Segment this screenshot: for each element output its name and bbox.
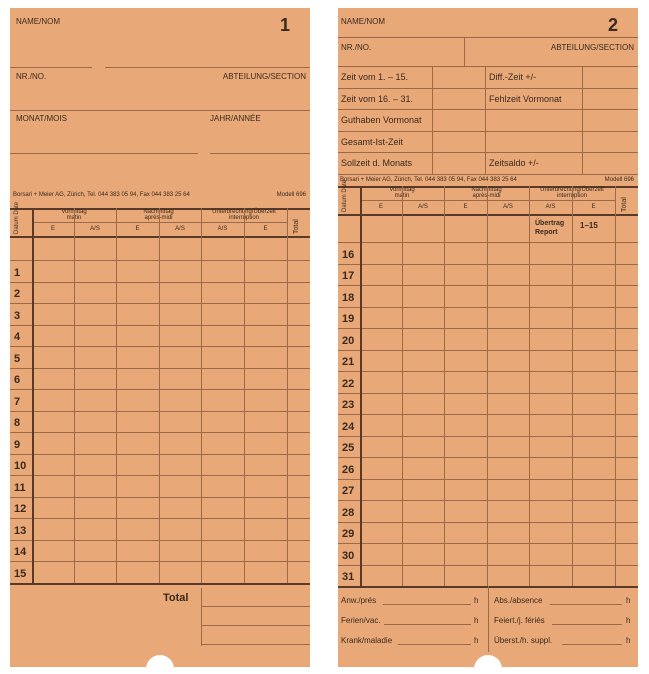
column-group-label-fr: interruption — [228, 215, 260, 221]
day-number: 6 — [14, 374, 21, 386]
grid-line — [338, 522, 638, 523]
day-number: 12 — [14, 503, 27, 515]
footer-model: Modell 696 — [604, 177, 634, 183]
day-number: 30 — [342, 549, 355, 562]
grid-line — [159, 208, 160, 583]
day-number: 8 — [14, 417, 21, 429]
total-right-label: Abs./absence — [494, 596, 543, 605]
section-label: ABTEILUNG/SECTION — [550, 43, 634, 52]
grid-line — [338, 414, 638, 415]
unit-label: h — [626, 596, 631, 605]
name-label: NAME/NOM — [16, 17, 60, 26]
column-group-label: Unterbrechung/Überzeit — [540, 187, 604, 193]
unit-label: h — [474, 616, 479, 625]
day-number: 27 — [342, 485, 355, 497]
column-group-label-fr: après-midi — [472, 193, 501, 199]
column-sublabel: E — [135, 226, 140, 232]
column-sublabel: E — [263, 226, 268, 232]
day-number: 9 — [14, 438, 21, 451]
date-column-label: Datum Date — [14, 201, 20, 234]
day-number: 10 — [14, 460, 27, 472]
grid-line — [10, 583, 310, 585]
name-label: NAME/NOM — [341, 17, 385, 26]
day-number: 18 — [342, 291, 355, 304]
grid-line — [338, 264, 638, 265]
column-sublabel: A/S — [90, 226, 100, 232]
grid-line — [338, 152, 638, 153]
column-sublabel: A/S — [545, 204, 556, 210]
total-right-label: Feiert./j. fériés — [494, 616, 545, 625]
grid-line — [338, 543, 638, 544]
grid-line — [338, 436, 638, 437]
summary-left-label: Sollzeit d. Monats — [341, 158, 413, 168]
day-number: 1 — [14, 266, 21, 279]
unit-label: h — [474, 636, 479, 645]
grid-line — [338, 479, 638, 480]
day-number: 7 — [14, 395, 21, 408]
grid-line — [338, 88, 638, 89]
day-number: 29 — [342, 528, 355, 540]
grid-line — [360, 186, 362, 586]
grid-line — [338, 109, 638, 110]
grid-line — [32, 208, 34, 583]
column-group-label: Nachmittag — [143, 209, 174, 215]
section-label: ABTEILUNG/SECTION — [222, 72, 306, 81]
column-sublabel: E — [463, 204, 468, 210]
day-number: 19 — [342, 313, 355, 325]
grid-line — [10, 497, 310, 498]
grid-line — [338, 565, 638, 566]
total-left-label: Ferien/vac. — [341, 616, 381, 625]
column-sublabel: E — [50, 226, 55, 232]
total-column-label: Total — [621, 197, 628, 212]
grid-line — [398, 644, 471, 645]
grid-line — [10, 561, 310, 562]
grid-line — [338, 285, 638, 286]
column-group-label: Vormittag — [61, 209, 87, 215]
total-column-label: Total — [293, 219, 300, 234]
grid-line — [10, 325, 310, 326]
unit-label: h — [626, 616, 631, 625]
grid-line — [244, 208, 245, 583]
card-number: 1 — [279, 15, 290, 35]
footer-model: Modell 696 — [276, 192, 306, 198]
date-column-label: Datum Date — [342, 179, 348, 212]
nr-label: NR./NO. — [341, 43, 372, 52]
column-sublabel: E — [591, 204, 596, 210]
total-left-label: Anw./prés — [341, 596, 377, 605]
grid-line — [384, 624, 471, 625]
summary-right-label: Zeitsaldo +/- — [489, 158, 539, 168]
day-number: 4 — [14, 331, 21, 343]
grid-line — [582, 66, 583, 174]
grid-line — [287, 208, 288, 583]
column-group-label-fr: matin — [394, 193, 410, 199]
grid-line — [529, 186, 530, 586]
grid-line — [338, 174, 638, 175]
day-number: 14 — [14, 546, 27, 558]
day-number: 24 — [342, 420, 355, 433]
day-number: 23 — [342, 399, 355, 411]
day-number: 17 — [342, 270, 355, 282]
footer-company: Borsari + Meier AG, Zürich, Tel. 044 383 05 94, Fax 044 383 25 64 — [13, 192, 190, 198]
day-number: 21 — [342, 356, 355, 368]
grid-line — [444, 186, 445, 586]
unit-label: h — [474, 596, 479, 605]
card-number: 2 — [607, 15, 618, 35]
day-number: 20 — [342, 334, 355, 347]
summary-left-label: Gesamt-Ist-Zeit — [341, 136, 404, 147]
summary-left-label: Zeit vom 1. – 15. — [341, 72, 409, 82]
grid-line — [10, 368, 310, 369]
year-label: JAHR/ANNÉE — [210, 114, 261, 123]
column-group-label: Unterbrechung/Überzeit — [212, 209, 276, 215]
grid-line — [10, 260, 310, 261]
column-group-label-fr: après-midi — [144, 215, 173, 221]
time-card-1 — [10, 8, 310, 667]
grid-line — [10, 540, 310, 541]
total-right-label: Überst./h. suppl. — [494, 636, 553, 645]
carry-over-range: 1–15 — [580, 221, 598, 230]
grid-line — [338, 307, 638, 308]
grid-line — [432, 66, 433, 174]
grid-line — [10, 432, 310, 433]
summary-right-label: Diff.-Zeit +/- — [489, 72, 537, 82]
grid-line — [572, 186, 573, 586]
unit-label: h — [626, 636, 631, 645]
grid-line — [74, 208, 75, 583]
column-group-label: Vormittag — [389, 187, 415, 193]
grid-line — [10, 454, 310, 455]
grid-line — [201, 208, 202, 583]
grid-line — [487, 186, 488, 586]
day-number: 3 — [14, 309, 21, 322]
grid-line — [338, 131, 638, 132]
grid-line — [562, 644, 622, 645]
grid-line — [383, 604, 471, 605]
month-label: MONAT/MOIS — [16, 114, 67, 123]
column-sublabel: A/S — [217, 226, 228, 232]
day-number: 11 — [14, 481, 26, 494]
grid-line — [552, 624, 622, 625]
grid-line — [338, 328, 638, 329]
grid-line — [10, 236, 310, 238]
grid-line — [338, 371, 638, 372]
day-number: 26 — [342, 463, 355, 476]
grid-line — [338, 350, 638, 351]
grid-line — [10, 282, 310, 283]
summary-right-label: Fehlzeit Vormonat — [489, 93, 562, 104]
grid-line — [10, 518, 310, 519]
total-label: Total — [163, 592, 189, 604]
day-number: 5 — [14, 352, 21, 365]
grid-line — [402, 186, 403, 586]
grid-line — [10, 303, 310, 304]
column-sublabel: A/S — [175, 226, 185, 232]
column-group-label-fr: interruption — [556, 193, 588, 199]
card-notch — [146, 655, 174, 667]
summary-left-label: Guthaben Vormonat — [341, 115, 422, 125]
day-number: 28 — [342, 506, 355, 519]
footer-company: Borsari + Meier AG, Zürich, Tel. 044 383 05 94, Fax 044 383 25 64 — [340, 177, 517, 183]
grid-line — [338, 457, 638, 458]
day-number: 22 — [342, 377, 355, 390]
grid-line — [10, 411, 310, 412]
card-notch — [474, 655, 502, 667]
grid-line — [488, 586, 489, 652]
grid-line — [615, 186, 616, 586]
summary-left-label: Zeit vom 16. – 31. — [341, 93, 414, 104]
grid-line — [10, 346, 310, 347]
time-card-2 — [338, 8, 638, 667]
day-number: 25 — [342, 442, 355, 454]
grid-line — [338, 500, 638, 501]
column-group-label: Nachmittag — [471, 187, 502, 193]
day-number: 16 — [342, 248, 355, 261]
day-number: 15 — [14, 567, 27, 580]
day-number: 13 — [14, 524, 27, 537]
column-sublabel: A/S — [418, 204, 428, 210]
carry-over-label: Übertrag Report — [535, 220, 565, 236]
grid-line — [10, 389, 310, 390]
day-number: 31 — [342, 571, 355, 583]
grid-line — [338, 242, 638, 243]
column-group-label-fr: matin — [66, 215, 82, 221]
grid-line — [116, 208, 117, 583]
nr-label: NR./NO. — [16, 72, 47, 81]
grid-line — [338, 393, 638, 394]
grid-line — [550, 604, 622, 605]
grid-line — [485, 66, 486, 174]
total-left-label: Krank/maladie — [341, 636, 393, 645]
grid-line — [10, 475, 310, 476]
grid-line — [338, 214, 638, 216]
day-number: 2 — [14, 288, 21, 300]
column-sublabel: A/S — [503, 204, 513, 210]
column-sublabel: E — [378, 204, 383, 210]
